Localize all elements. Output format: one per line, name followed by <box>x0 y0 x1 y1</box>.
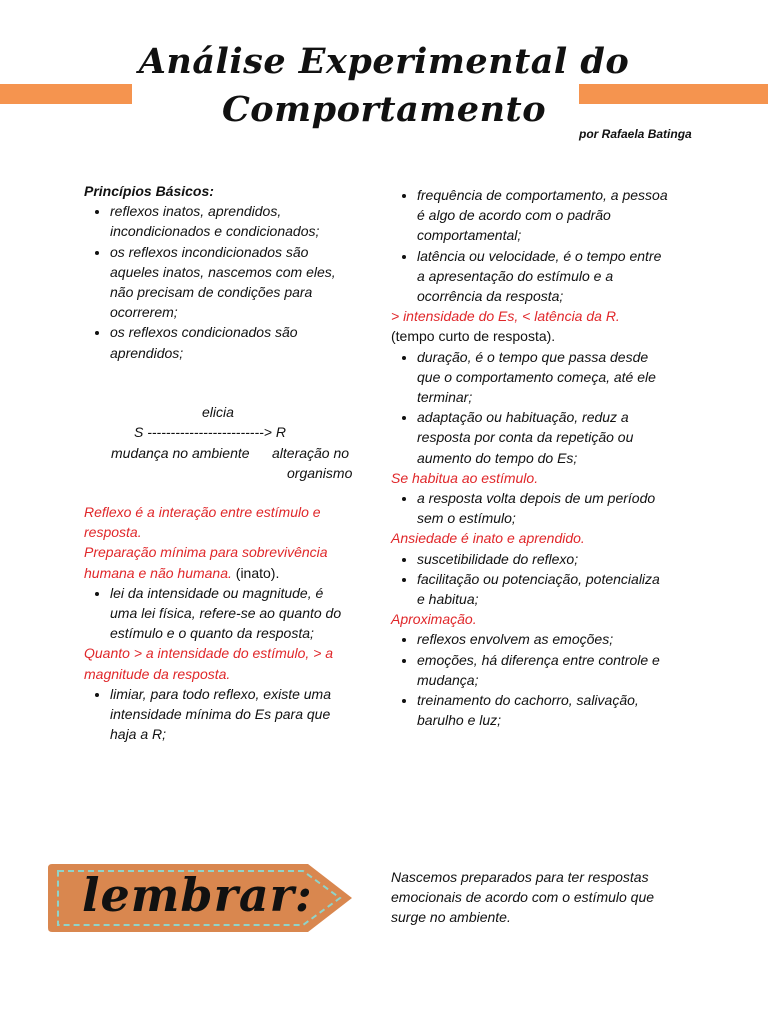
plain-note: (tempo curto de resposta). <box>391 328 556 345</box>
list-item: • treinamento do cachorro, salivação, barulho e luz; <box>417 690 671 730</box>
list-item: • suscetibilidade do reflexo; <box>417 549 671 569</box>
red-note: > intensidade do Es, < latência da R. <box>391 308 620 325</box>
red-note: Se habitua ao estímulo. <box>391 469 539 486</box>
list-item: • os reflexos condicionados são aprendidos; <box>110 322 354 362</box>
stimulus-response-diagram <box>84 402 364 482</box>
red-note: Preparação mínima para sobrevivência humana e não humana. <box>84 544 328 581</box>
left-column-top <box>84 181 354 363</box>
reflex-list <box>391 549 671 610</box>
red-note: Aproximação. <box>391 611 477 628</box>
page-title-line2: Comportamento <box>221 89 547 130</box>
list-item: • adaptação ou habituação, reduz a resposta por conta da repetição ou aumento do tempo do Es; <box>417 407 671 468</box>
lembrar-label: lembrar: <box>82 868 313 922</box>
diagram-right-label-2: organismo <box>287 465 353 481</box>
threshold-list <box>84 684 354 745</box>
red-note: Ansiedade é inato e aprendido. <box>391 530 585 547</box>
red-note-with-suffix <box>84 542 354 582</box>
diagram-right-label-1: alteração no <box>272 445 350 461</box>
list-item: • emoções, há diferença entre controle e mudança; <box>417 650 671 690</box>
response-list <box>391 488 671 528</box>
basic-principles-list <box>84 201 354 363</box>
diagram-left-label: mudança no ambiente <box>111 445 250 461</box>
section-heading: Princípios Básicos: <box>84 183 214 199</box>
author-byline: por Rafaela Batinga <box>579 127 692 141</box>
list-item: • lei da intensidade ou magnitude, é uma lei física, refere-se ao quanto do estímulo e o quanto da resposta; <box>110 583 354 644</box>
footer-note: Nascemos preparados para ter respostas emocionais de acordo com o estímulo que surge no ambiente. <box>391 869 655 926</box>
diagram-arrow: S -------------------------> R <box>134 424 286 440</box>
right-column <box>391 185 671 730</box>
duration-list <box>391 347 671 468</box>
list-item: • latência ou velocidade, é o tempo entre a apresentação do estímulo e a ocorrência da resposta; <box>417 246 671 307</box>
list-item: • frequência de comportamento, a pessoa é algo de acordo com o padrão comportamental; <box>417 185 671 246</box>
red-note: Reflexo é a interação entre estímulo e resposta. <box>84 504 321 541</box>
list-item: • duração, é o tempo que passa desde que o comportamento começa, até ele terminar; <box>417 347 671 408</box>
note-suffix: (inato). <box>231 564 280 581</box>
list-item: • os reflexos incondicionados são aqueles inatos, nascemos com eles, não precisam de condições para ocorrerem; <box>110 242 354 323</box>
diagram-elicia-label: elicia <box>202 404 234 420</box>
list-item: • a resposta volta depois de um período sem o estímulo; <box>417 488 671 528</box>
list-item: • limiar, para todo reflexo, existe uma intensidade mínima do Es para que haja a R; <box>110 684 354 745</box>
list-item: • reflexos envolvem as emoções; <box>417 629 671 649</box>
left-column-bottom <box>84 502 354 744</box>
list-item: • facilitação ou potenciação, potencializa e habitua; <box>417 569 671 609</box>
red-note: Quanto > a intensidade do estímulo, > a magnitude da resposta. <box>84 645 334 682</box>
emotion-list <box>391 629 671 730</box>
frequency-list <box>391 185 671 306</box>
law-list <box>84 583 354 644</box>
page-title-line1: Análise Experimental do <box>138 41 630 82</box>
list-item: • reflexos inatos, aprendidos, incondicionados e condicionados; <box>110 201 354 241</box>
